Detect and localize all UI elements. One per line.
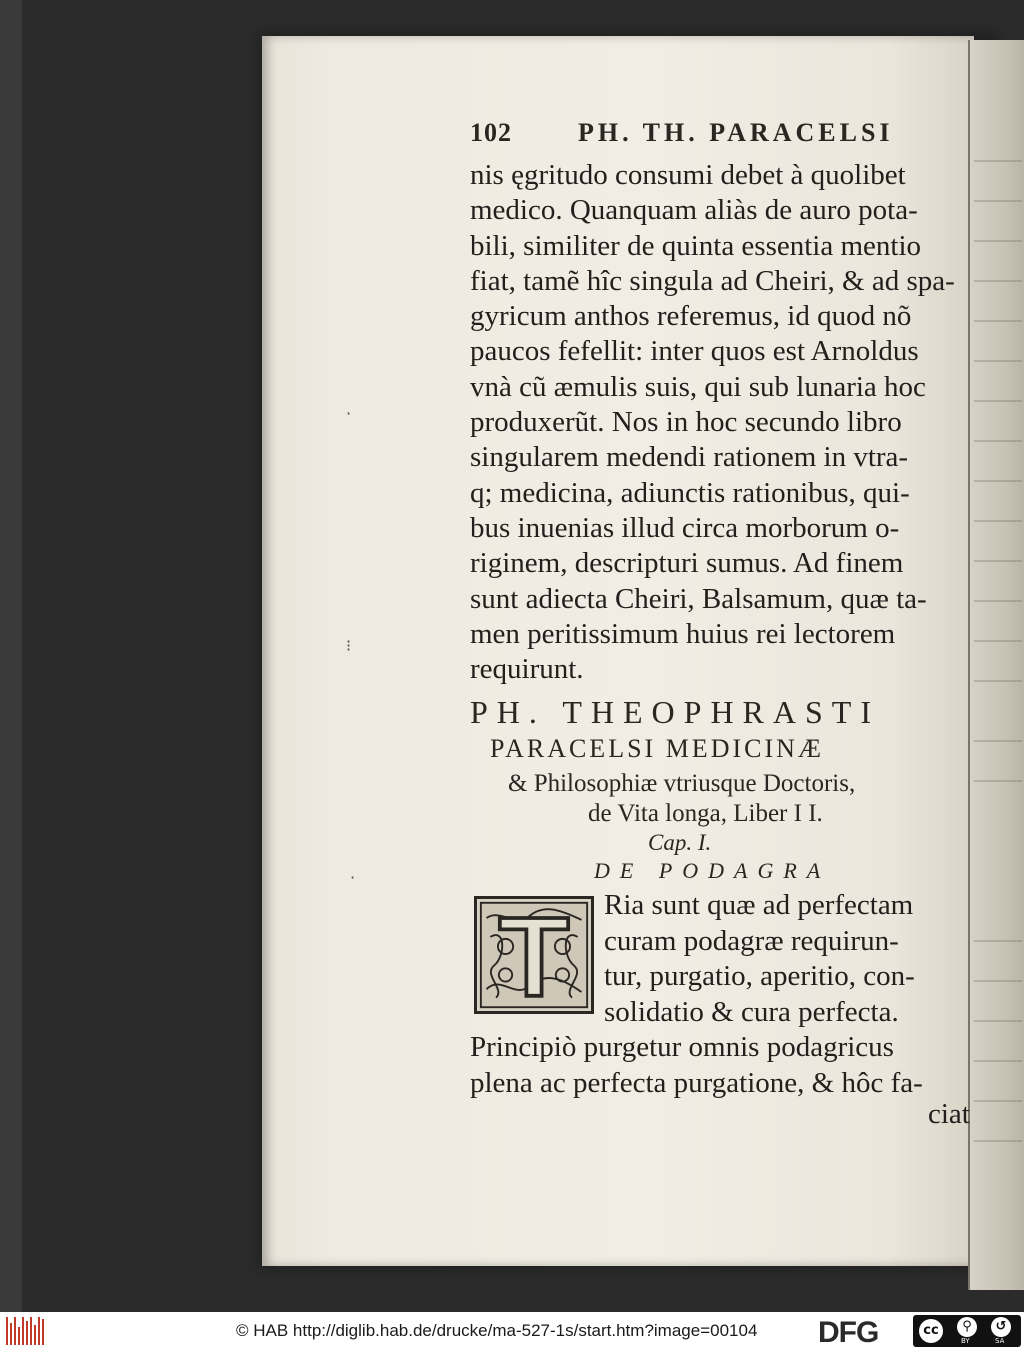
decorated-initial — [474, 896, 594, 1014]
text-line: paucos fefellit: inter quos est Arnoldus — [470, 335, 919, 368]
text-line: gyricum anthos referemus, id quod nõ — [470, 300, 912, 333]
text-line: produxerũt. Nos in hoc secundo libro — [470, 406, 902, 439]
catchword: ciat — [928, 1098, 970, 1130]
cc-license-badge[interactable] — [913, 1315, 1021, 1347]
text-line: nis ęgritudo consumi debet à quolibet — [470, 159, 906, 191]
page-number: 102 — [470, 118, 512, 147]
chapter-label: Cap. I. — [648, 830, 712, 855]
hab-logo-icon — [6, 1317, 46, 1345]
book-title-line-3: & Philosophiæ vtriusque Doctoris, — [508, 770, 856, 797]
running-head: PH. TH. PARACELSI — [578, 118, 894, 147]
text-line: curam podagræ requirun- — [604, 924, 899, 957]
book-title-line-2: PARACELSI MEDICINÆ — [490, 734, 825, 763]
by-label: BY — [961, 1337, 970, 1345]
text-line: plena ac perfecta purgatione, & hôc fa- — [470, 1066, 923, 1099]
closing-paragraph — [470, 1030, 970, 1101]
book-title-line-1: PH. THEOPHRASTI — [470, 694, 880, 730]
text-line: requirunt. — [470, 653, 584, 686]
text-line: tur, purgatio, aperitio, con- — [604, 960, 915, 992]
ornament-initial-icon — [477, 899, 591, 1011]
text-line: bus inuenias illud circa morborum o- — [470, 511, 900, 544]
text-line: sunt adiecta Cheiri, Balsamum, quæ ta- — [470, 582, 927, 615]
margin-mark: ⁝ — [346, 636, 352, 655]
text-line: solidatio & cura perfecta. — [604, 995, 899, 1028]
page-header — [470, 118, 940, 154]
adjacent-page-edge — [968, 40, 1024, 1290]
text-line: bili, similiter de quinta essentia mentio — [470, 229, 922, 262]
source-link[interactable]: © HAB http://diglib.hab.de/drucke/ma-527-1s/start.htm?image=00104 — [236, 1321, 758, 1340]
sa-share-alike-icon: ↺ — [991, 1317, 1011, 1337]
text-line: Ria sunt quæ ad perfectam — [604, 889, 914, 921]
footer-bar — [0, 1312, 1024, 1350]
text-line: men peritissimum huius rei lectorem — [470, 617, 896, 650]
sa-label: SA — [995, 1337, 1005, 1345]
body-paragraph — [470, 158, 970, 687]
margin-mark: · — [350, 868, 356, 887]
section-heading: DE PODAGRA — [594, 858, 831, 883]
text-line: singularem medendi rationem in vtra- — [470, 441, 909, 474]
left-border-strip — [0, 0, 22, 1312]
margin-mark: · — [346, 404, 352, 423]
book-title-line-4: de Vita longa, Liber I I. — [588, 800, 823, 827]
initial-paragraph — [604, 888, 974, 1030]
text-line: riginem, descripturi sumus. Ad finem — [470, 547, 904, 580]
dfg-logo: DFG — [818, 1316, 879, 1349]
text-line: vnà cũ æmulis suis, qui sub lunaria hoc — [470, 370, 926, 403]
text-line: fiat, tamẽ hîc singula ad Cheiri, & ad spa- — [470, 264, 955, 297]
text-line: medico. Quanquam aliàs de auro pota- — [470, 194, 918, 227]
text-line: q; medicina, adiunctis rationibus, qui- — [470, 476, 910, 509]
by-person-icon: ⚲ — [957, 1317, 977, 1337]
cc-icon: cc — [919, 1319, 943, 1343]
text-line: Principiò purgetur omnis podagricus — [470, 1031, 894, 1063]
